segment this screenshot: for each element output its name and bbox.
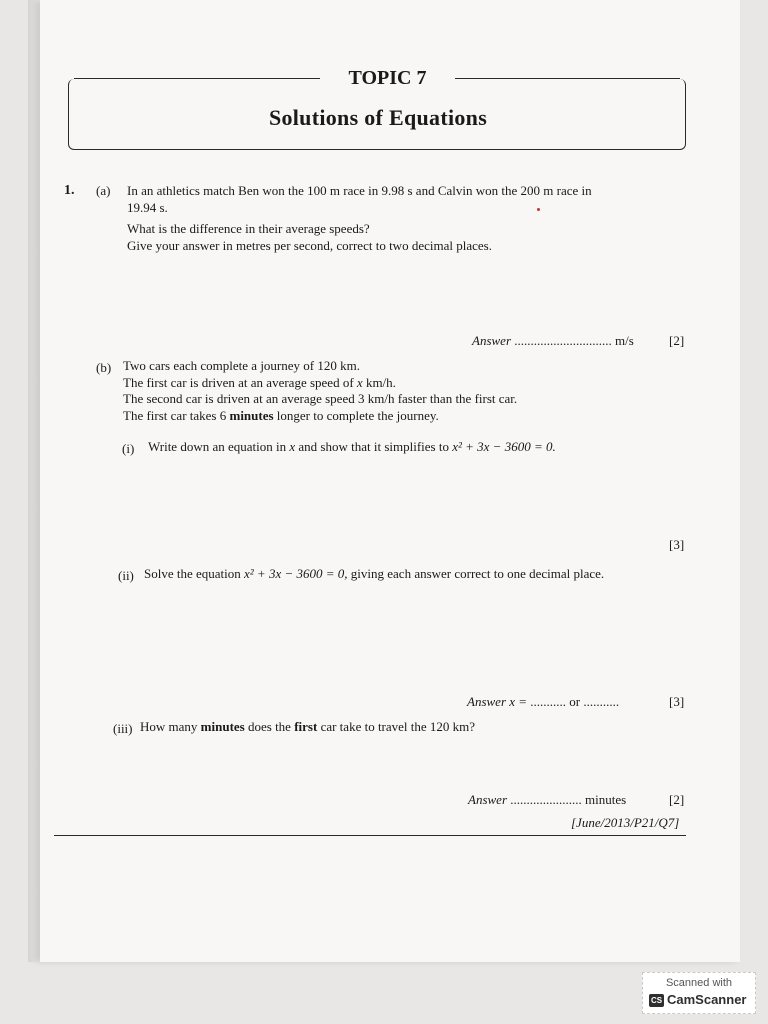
bold-keyword: minutes <box>200 719 245 734</box>
part-b-line-1: Two cars each complete a journey of 120 km. <box>123 358 360 373</box>
answer-blank: ...................... <box>510 792 582 807</box>
part-b-line-2 <box>123 375 396 391</box>
part-b-ii-label: (ii) <box>118 568 134 583</box>
answer-label: Answer <box>468 792 507 807</box>
header-rule-right <box>455 78 680 79</box>
text: giving each answer correct to one decimal place. <box>347 566 605 581</box>
text: The first car takes 6 <box>123 408 230 423</box>
part-a-line-3: What is the difference in their average speeds? <box>127 221 370 236</box>
variable: x <box>356 375 363 390</box>
answer-unit: minutes <box>585 792 627 807</box>
answer-blank: .............................. <box>514 333 612 348</box>
bold-keyword: first <box>294 719 318 734</box>
text: The first car is driven at an average speed of <box>123 375 357 390</box>
answer-variable: x = <box>509 694 528 709</box>
text: and show that it simplifies to <box>295 439 453 454</box>
answer-or: or <box>569 694 581 709</box>
camscanner-logo-icon: CS <box>650 996 663 1005</box>
part-a-marks: [2] <box>669 333 685 348</box>
part-b-iii-text <box>140 719 475 735</box>
equation: x² + 3x − 3600 = 0, <box>244 566 348 581</box>
part-b-line-4 <box>123 408 439 424</box>
part-b-ii-answer-line <box>467 694 619 710</box>
question-number: 1. <box>64 183 75 198</box>
part-b-line-3: The second car is driven at an average speed 3 km/h faster than the first car. <box>123 391 518 406</box>
part-a-line-1: In an athletics match Ben won the 100 m race in 9.98 s and Calvin won the 200 m race in <box>127 183 592 198</box>
answer-blank-1: ........... <box>530 694 567 709</box>
part-b-label: (b) <box>96 360 112 375</box>
text: car take to travel the 120 km? <box>317 719 476 734</box>
variable: x <box>289 439 296 454</box>
text: Write down an equation in <box>148 439 290 454</box>
footer-rule <box>54 835 686 836</box>
part-b-iii-answer-line <box>468 792 626 808</box>
part-a-label: (a) <box>96 183 111 198</box>
part-b-iii-marks: [2] <box>669 792 685 807</box>
bold-keyword: minutes <box>229 408 274 423</box>
header-rule-left <box>74 78 320 79</box>
ink-dot <box>537 208 540 211</box>
topic-label: TOPIC 7 <box>348 67 427 89</box>
text: longer to complete the journey. <box>273 408 439 423</box>
source-reference: [June/2013/P21/Q7] <box>571 815 680 830</box>
part-b-i-marks: [3] <box>669 537 685 552</box>
topic-title: Solutions of Equations <box>268 105 488 130</box>
part-b-i-label: (i) <box>122 441 135 456</box>
part-b-i-text <box>148 439 556 455</box>
part-a-line-4: Give your answer in metres per second, correct to two decimal places. <box>127 238 492 253</box>
answer-blank-2: ........... <box>583 694 620 709</box>
part-b-iii-label: (iii) <box>113 721 133 736</box>
answer-unit: m/s <box>615 333 634 348</box>
text: Solve the equation <box>144 566 245 581</box>
answer-label: Answer <box>467 694 506 709</box>
part-b-ii-marks: [3] <box>669 694 685 709</box>
camscanner-badge <box>642 972 756 1014</box>
text: km/h. <box>362 375 396 390</box>
text: How many <box>140 719 201 734</box>
part-a-answer-line <box>472 333 634 349</box>
camscanner-name: CamScanner <box>667 992 747 1007</box>
part-b-ii-text <box>144 566 604 582</box>
scanned-with-text: Scanned with <box>665 977 733 989</box>
text: does the <box>244 719 295 734</box>
equation: x² + 3x − 3600 = 0. <box>452 439 556 454</box>
part-a-line-2: 19.94 s. <box>127 200 168 215</box>
answer-label: Answer <box>472 333 511 348</box>
